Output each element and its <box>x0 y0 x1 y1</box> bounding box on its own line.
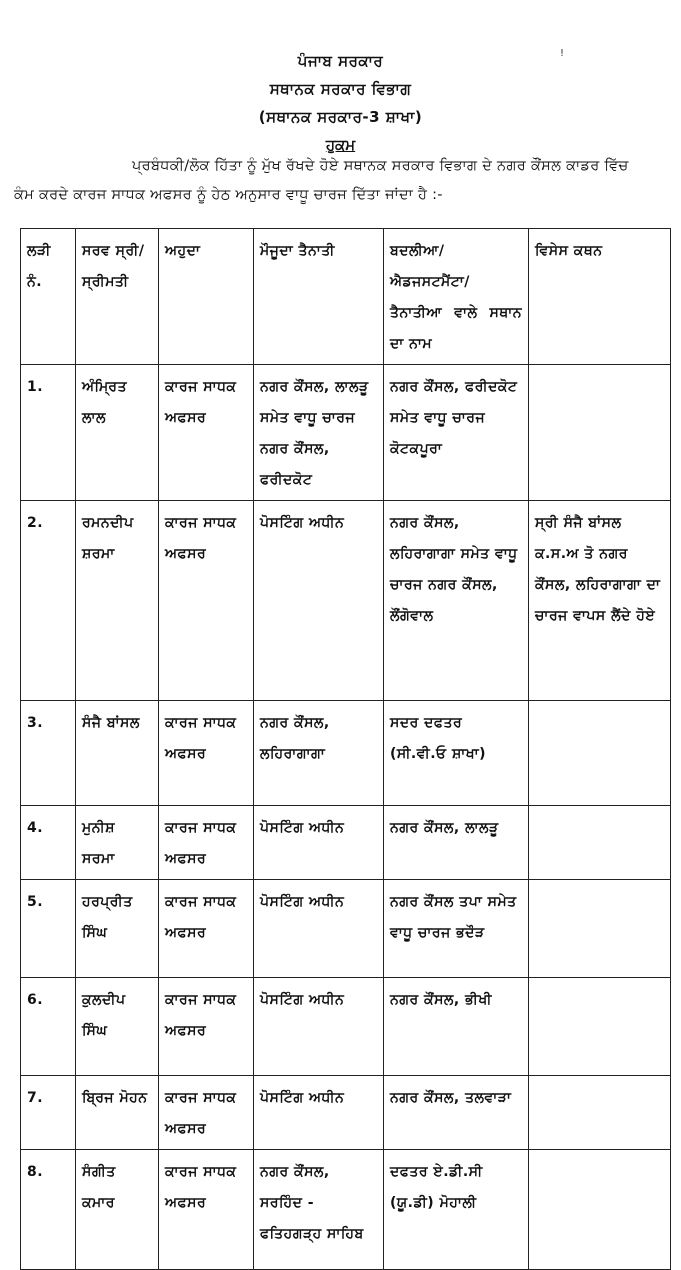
cell-designation: ਕਾਰਜ ਸਾਧਕ ਅਫਸਰ <box>159 978 254 1076</box>
cell-current-posting: ਪੋਸਟਿੰਗ ਅਧੀਨ <box>254 806 384 880</box>
table-row <box>21 1076 671 1150</box>
cell-name: ਹਰਪ੍ਰੀਤ ਸਿੰਘ <box>76 880 159 978</box>
cell-name: ਮੁਨੀਸ਼ ਸਰਮਾ <box>76 806 159 880</box>
cell-remarks: ਸ੍ਰੀ ਸੰਜੈ ਬਾਂਸਲ ਕ.ਸ.ਅ ਤੋ ਨਗਰ ਕੌਂਸਲ, ਲਹਿਰਾਗਾਗਾ ਦਾ ਚਾਰਜ ਵਾਪਸ ਲੈਂਦੇ ਹੋਏ <box>529 501 671 701</box>
scan-mark: ! <box>560 48 565 59</box>
branch-title: (ਸਥਾਨਕ ਸਰਕਾਰ-3 ਸ਼ਾਖਾ) <box>258 108 423 126</box>
header-current-posting: ਮੌਜੂਦਾ ਤੈਨਾਤੀ <box>254 229 384 365</box>
cell-sr: 6. <box>21 978 76 1076</box>
cell-transfer: ਨਗਰ ਕੌਂਸਲ, ਫਰੀਦਕੋਟ ਸਮੇਤ ਵਾਧੂ ਚਾਰਜ ਕੋਟਕਪੂਰਾ <box>384 365 529 501</box>
cell-designation: ਕਾਰਜ ਸਾਧਕ ਅਫਸਰ <box>159 1150 254 1270</box>
header-sr: ਲੜੀ ਨੰ. <box>21 229 76 365</box>
cell-transfer: ਨਗਰ ਕੌਂਸਲ ਤਪਾ ਸਮੇਤ ਵਾਧੂ ਚਾਰਜ ਭਦੌੜ <box>384 880 529 978</box>
table-row <box>21 880 671 978</box>
cell-sr: 2. <box>21 501 76 701</box>
cell-current-posting: ਪੋਸਟਿੰਗ ਅਧੀਨ <box>254 501 384 701</box>
cell-transfer: ਨਗਰ ਕੌਂਸਲ, ਲਾਲੜੂ <box>384 806 529 880</box>
government-title: ਪੰਜਾਬ ਸਰਕਾਰ <box>297 52 384 70</box>
cell-remarks <box>529 1076 671 1150</box>
cell-name: ਸੰਜੈ ਬਾਂਸਲ <box>76 701 159 806</box>
cell-transfer: ਦਫਤਰ ਏ.ਡੀ.ਸੀ (ਯੂ.ਡੀ) ਮੋਹਾਲੀ <box>384 1150 529 1270</box>
cell-remarks <box>529 365 671 501</box>
cell-designation: ਕਾਰਜ ਸਾਧਕ ਅਫਸਰ <box>159 701 254 806</box>
cell-designation: ਕਾਰਜ ਸਾਧਕ ਅਫਸਰ <box>159 501 254 701</box>
header-remarks: ਵਿਸੇਸ ਕਥਨ <box>529 229 671 365</box>
cell-sr: 3. <box>21 701 76 806</box>
cell-current-posting: ਨਗਰ ਕੌਂਸਲ, ਸਰਹਿੰਦ - ਫਤਿਹਗੜ੍ਹ ਸਾਹਿਬ <box>254 1150 384 1270</box>
cell-name: ਰਮਨਦੀਪ ਸ਼ਰਮਾ <box>76 501 159 701</box>
cell-sr: 8. <box>21 1150 76 1270</box>
cell-current-posting: ਨਗਰ ਕੌਂਸਲ, ਲਾਲੜੂ ਸਮੇਤ ਵਾਧੂ ਚਾਰਜ ਨਗਰ ਕੌਂਸਲ, ਫਰੀਦਕੋਟ <box>254 365 384 501</box>
department-title: ਸਥਾਨਕ ਸਰਕਾਰ ਵਿਭਾਗ <box>269 80 412 98</box>
table-header-row <box>21 229 671 365</box>
table-row <box>21 806 671 880</box>
cell-current-posting: ਪੋਸਟਿੰਗ ਅਧੀਨ <box>254 978 384 1076</box>
cell-sr: 5. <box>21 880 76 978</box>
intro-line-2: ਕੰਮ ਕਰਦੇ ਕਾਰਜ ਸਾਧਕ ਅਫਸਰ ਨੂੰ ਹੇਠ ਅਨੁਸਾਰ ਵਾਧੂ ਚਾਰਜ ਦਿੱਤਾ ਜਾਂਦਾ ਹੈ :- <box>14 187 443 203</box>
header-name: ਸਰਵ ਸ੍ਰੀ/ਸ੍ਰੀਮਤੀ <box>76 229 159 365</box>
table-row <box>21 365 671 501</box>
cell-current-posting: ਪੋਸਟਿੰਗ ਅਧੀਨ <box>254 880 384 978</box>
cell-name: ਬ੍ਰਿਜ ਮੋਹਨ <box>76 1076 159 1150</box>
table-row <box>21 978 671 1076</box>
cell-transfer: ਨਗਰ ਕੌਂਸਲ, ਭੀਖੀ <box>384 978 529 1076</box>
table-row <box>21 501 671 701</box>
cell-name: ਸੰਗੀਤ ਕਮਾਰ <box>76 1150 159 1270</box>
cell-designation: ਕਾਰਜ ਸਾਧਕ ਅਫਸਰ <box>159 365 254 501</box>
cell-remarks <box>529 806 671 880</box>
cell-sr: 4. <box>21 806 76 880</box>
header-transfer: ਬਦਲੀਆ/ ਐਡਜਸਟਮੈਂਟਾ/ ਤੈਨਾਤੀਆ ਵਾਲੇ ਸਥਾਨ ਦਾ ਨਾਮ <box>384 229 529 365</box>
cell-transfer: ਸਦਰ ਦਫਤਰ (ਸੀ.ਵੀ.ਓ ਸ਼ਾਖਾ) <box>384 701 529 806</box>
cell-designation: ਕਾਰਜ ਸਾਧਕ ਅਫਸਰ <box>159 1076 254 1150</box>
cell-transfer: ਨਗਰ ਕੌਂਸਲ, ਤਲਵਾੜਾ <box>384 1076 529 1150</box>
cell-transfer: ਨਗਰ ਕੌਂਸਲ, ਲਹਿਰਾਗਾਗਾ ਸਮੇਤ ਵਾਧੂ ਚਾਰਜ ਨਗਰ ਕੌਂਸਲ, ਲੌਂਗੋਵਾਲ <box>384 501 529 701</box>
cell-remarks <box>529 701 671 806</box>
cell-remarks <box>529 978 671 1076</box>
table-row <box>21 701 671 806</box>
intro-line-1: ਪ੍ਰਬੰਧਕੀ/ਲੋਕ ਹਿੱਤਾ ਨੂੰ ਮੁੱਖ ਰੱਖਦੇ ਹੋਏ ਸਥਾਨਕ ਸਰਕਾਰ ਵਿਭਾਗ ਦੇ ਨਗਰ ਕੌਂਸਲ ਕਾਡਰ ਵਿੱਚ <box>132 158 629 174</box>
intro-paragraph <box>14 152 666 210</box>
cell-sr: 1. <box>21 365 76 501</box>
cell-designation: ਕਾਰਜ ਸਾਧਕ ਅਫਸਰ <box>159 806 254 880</box>
cell-name: ਅੰਮ੍ਰਿਤ ਲਾਲ <box>76 365 159 501</box>
order-title: ਹੁਕਮ <box>325 136 356 154</box>
cell-name: ਕੁਲਦੀਪ ਸਿੰਘ <box>76 978 159 1076</box>
cell-current-posting: ਨਗਰ ਕੌਂਸਲ, ਲਹਿਰਾਗਾਗਾ <box>254 701 384 806</box>
transfer-table <box>20 228 671 1270</box>
cell-sr: 7. <box>21 1076 76 1150</box>
cell-designation: ਕਾਰਜ ਸਾਧਕ ਅਫਸਰ <box>159 880 254 978</box>
cell-current-posting: ਪੋਸਟਿੰਗ ਅਧੀਨ <box>254 1076 384 1150</box>
header-designation: ਅਹੁਦਾ <box>159 229 254 365</box>
cell-remarks <box>529 880 671 978</box>
